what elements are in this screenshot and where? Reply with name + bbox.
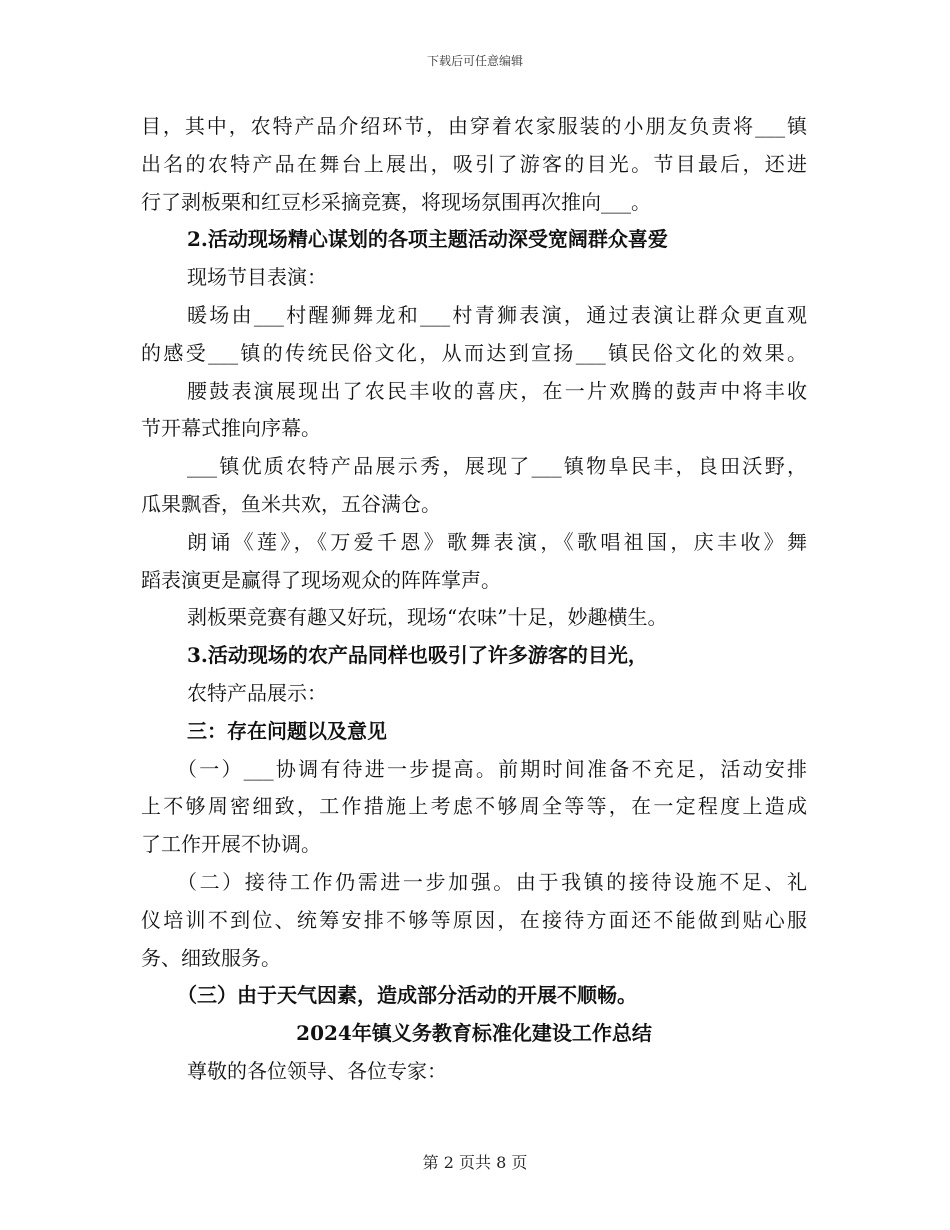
paragraph-line: （二）接待工作仍需进一步加强。由于我镇的接待设施不足、礼	[177, 869, 807, 894]
paragraph-line: 的感受___镇的传统民俗文化，从而达到宣扬___镇民俗文化的效果。	[141, 340, 807, 365]
section-heading: （三）由于天气因素，造成部分活动的开展不顺畅。	[177, 983, 637, 1008]
paragraph-line: （一）___协调有待进一步提高。前期时间准备不充足，活动安排	[177, 756, 807, 781]
paragraph-line: ___镇优质农特产品展示秀，展现了___镇物阜民丰，良田沃野，	[187, 454, 807, 479]
paragraph-line: 农特产品展示：	[187, 680, 327, 705]
paragraph-line: 暖场由___村醒狮舞龙和___村青狮表演，通过表演让群众更直观	[187, 302, 807, 327]
paragraph-line: 仪培训不到位、统筹安排不够等原因，在接待方面还不能做到贴心服	[141, 907, 807, 932]
paragraph-line: 务、细致服务。	[141, 945, 281, 970]
paragraph-line: 行了剥板栗和红豆杉采摘竞赛，将现场氛围再次推向___。	[141, 189, 651, 214]
page-header: 下载后可任意编辑	[426, 54, 523, 68]
paragraph-line: 剥板栗竞赛有趣又好玩，现场“农味”十足，妙趣横生。	[187, 605, 668, 630]
paragraph-line: 现场节目表演：	[187, 265, 327, 290]
paragraph-line: 瓜果飘香，鱼米共欢，五谷满仓。	[141, 491, 441, 516]
section-heading: 三：存在问题以及意见	[187, 718, 387, 743]
paragraph-line: 出名的农特产品在舞台上展出，吸引了游客的目光。节目最后，还进	[141, 151, 807, 176]
paragraph-line: 目，其中，农特产品介绍环节，由穿着农家服装的小朋友负责将___镇	[141, 114, 807, 138]
paragraph-line: 节开幕式推向序幕。	[141, 416, 321, 441]
section-heading: 2.活动现场精心谋划的各项主题活动深受宽阔群众喜爱	[187, 227, 668, 252]
paragraph-line: 腰鼓表演展现出了农民丰收的喜庆，在一片欢腾的鼓声中将丰收	[187, 378, 807, 403]
salutation: 尊敬的各位领导、各位专家：	[187, 1058, 447, 1083]
section-heading: 3.活动现场的农产品同样也吸引了许多游客的目光，	[187, 643, 648, 668]
document-title: 2024年镇义务教育标准化建设工作总结	[296, 1021, 652, 1046]
document-body	[141, 108, 807, 1091]
paragraph-line: 蹈表演更是赢得了现场观众的阵阵掌声。	[141, 567, 501, 592]
paragraph-line: 了工作开展不协调。	[141, 832, 321, 857]
paragraph-line: 朗诵《莲》，《万爱千恩》歌舞表演，《歌唱祖国，庆丰收》舞	[187, 529, 807, 554]
paragraph-line: 上不够周密细致，工作措施上考虑不够周全等等，在一定程度上造成	[141, 794, 807, 819]
page-number: 第 2 页共 8 页	[422, 1153, 528, 1172]
